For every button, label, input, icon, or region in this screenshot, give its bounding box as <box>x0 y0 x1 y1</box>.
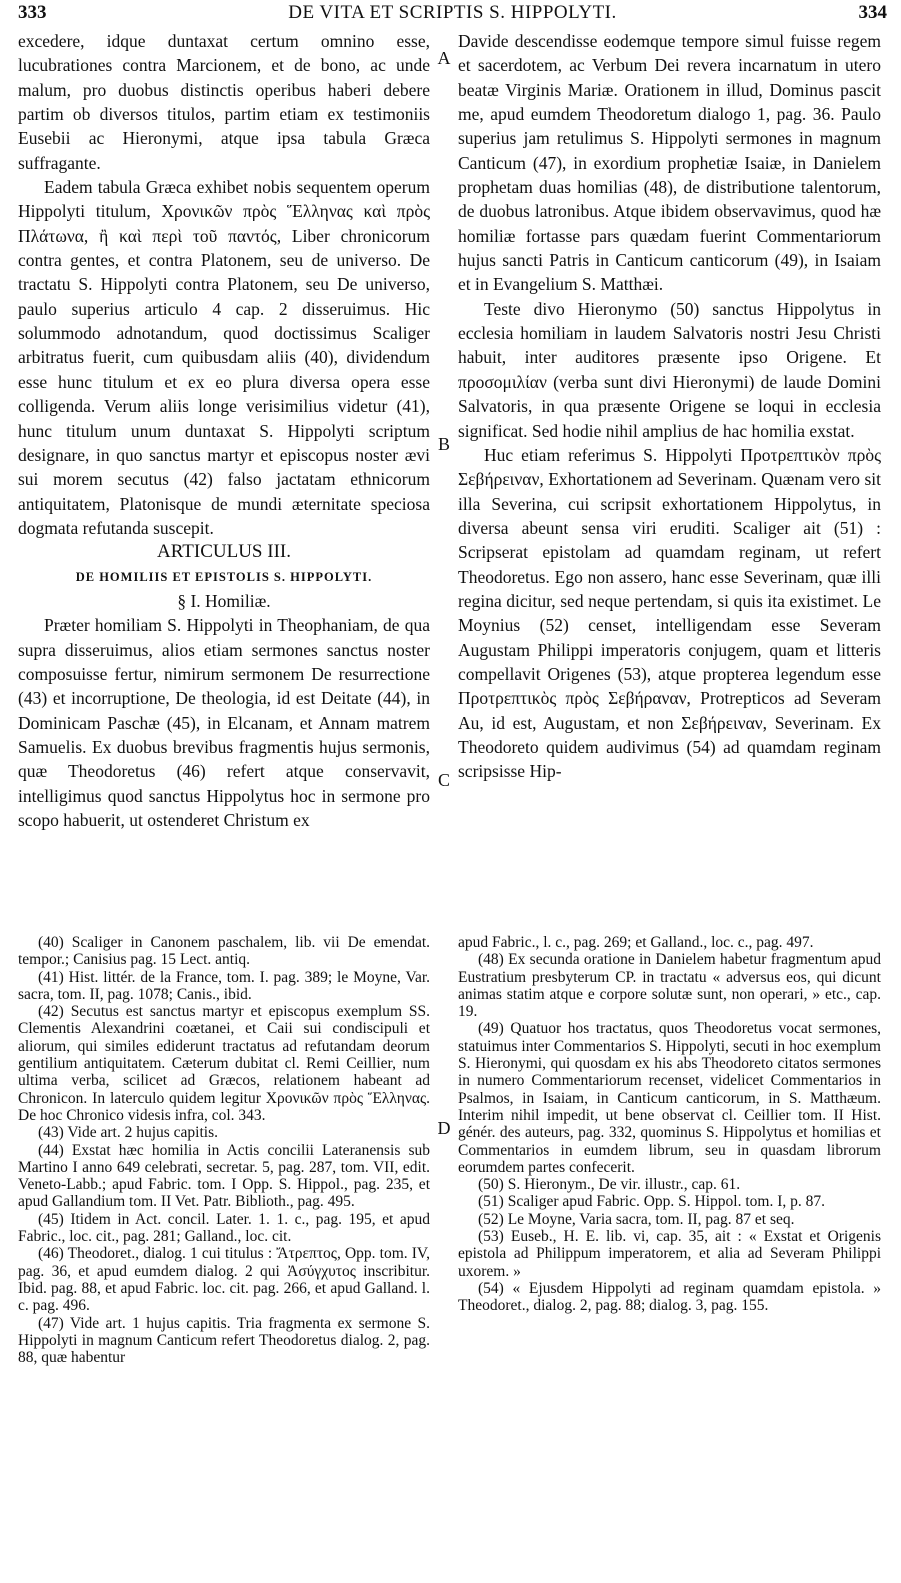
footnote: (49) Quatuor hos tractatus, quos Theodoretus vocat sermones, statuimus inter Commentarios S. Hippolyti, secuti in hoc exemplum S. Hieronymi, qui quosdam ex his abs Theodoreto citatos sermones in numero Commentariorum recenset, videlicet Commentarios in Psalmos, in Isaiam, in Canticum canticorum, in S. Matthæum. Interim nihil impedit, ut bene observat cl. Ceillier tom. II Hist. génér. des auteurs, pag. 332, quominus S. Hippolytus et homilias et Commentarios in eumdem librum, seu in quasdam librorum eorumdem partes confecerit. <box>458 1020 881 1176</box>
margin-marker-a: A <box>437 48 451 68</box>
footnote: (52) Le Moyne, Varia sacra, tom. II, pag. 87 et seq. <box>478 1210 795 1228</box>
section-heading: § I. Homiliæ. <box>177 590 271 611</box>
left-paragraph-3: Præter homiliam S. Hippolyti in Theophaniam, de qua supra disseruimus, alios etiam sermones sanctus noster composuisse fertur, nimirum sermonem De resurrectione (43) et incorruptione, De theologia, id est Deitate (44), in Dominicam Paschæ (45), in Elcanam, et Annam matrem Samuelis. Ex duobus brevibus fragmentis hujus sermonis, quæ Theodoretus (46) refert atque conservavit, intelligimus quod sanctus Hippolytus hoc in sermone pro scopo habuerit, ut ostenderet Christum ex <box>18 615 430 830</box>
footnote: (54) « Ejusdem Hippolyti ad reginam quamdam epistola. » Theodoret., dialog. 2, pag. 88; dialog. 3, pag. 155. <box>458 1279 881 1315</box>
margin-marker-c: C <box>437 770 450 790</box>
right-paragraph-1: Davide descendisse eodemque tempore simul fuisse regem et sacerdotem, ac Verbum Dei revera incarnatum in utero beatæ Virginis Mariæ. Orationem in illud, Dominus pascit me, apud eumdem Theodoretum dialogo 1, pag. 36. Paulo superius jam retulimus S. Hippolyti sermones in magnum Canticum (47), in exordium prophetiæ Isaiæ, in Danielem prophetam duas homilias (48), de distributione talentorum, de duobus latronibus. Atque ibidem observavimus, quod hæ homiliæ fortasse pars quædam fuerint Commentariorum hujus sancti Patris in Canticum canticorum (49), in Isaiam et in Evangelium S. Matthæi. <box>458 31 881 295</box>
right-paragraph-2: Teste divo Hieronymo (50) sanctus Hippolytus in ecclesia homiliam in laudem Salvatoris nostri Jesu Christi habuit, inter auditores præsente ipso Origene. Et προσομιλίαν (verba sunt divi Hieronymi) de laude Domini Salvatoris, in qua præsente Origene se loqui in ecclesia significat. Sed hodie nihil amplius de hac homilia exstat. <box>458 298 881 441</box>
footnotes-right <box>458 934 881 1315</box>
footnote: (45) Itidem in Act. concil. Later. 1. 1. c., pag. 195, et apud Fabric., loc. cit., pag. 281; Galland., loc. cit. <box>18 1210 430 1246</box>
left-paragraph-1: excedere, idque duntaxat certum omnino esse, lucubrationes contra Marcionem, et de bono, ac unde malum, pro duobus distinctis operibus haberi debere partim ob diversos titulos, partim etiam ex testimoniis Eusebii ac Hieronymi, atque ipsa tabula Græca suffragante. <box>18 31 430 173</box>
footnote-continuation: apud Fabric., l. c., pag. 269; et Galland., loc. c., pag. 497. <box>458 934 814 951</box>
page-header <box>18 2 887 28</box>
footnote: (43) Vide art. 2 hujus capitis. <box>38 1124 219 1142</box>
article-subheading: DE HOMILIIS ET EPISTOLIS S. HIPPOLYTI. <box>75 569 373 584</box>
page-number-right: 334 <box>858 2 887 23</box>
footnote: (53) Euseb., H. E. lib. vi, cap. 35, ait : « Exstat et Origenis epistola ad Philippum imperatorem, et alia ad Severam Philippi uxorem. » <box>458 1228 881 1280</box>
footnote: (47) Vide art. 1 hujus capitis. Tria fragmenta ex sermone S. Hippolyti in magnum Canticum refert Theodoretus dialog. 2, pag. 88, quæ habentur <box>18 1314 430 1367</box>
right-paragraph-3: Huc etiam referimus S. Hippolyti Προτρεπτικὸν πρὸς Σεβήρειναν, Exhortationem ad Severinam. Quænam vero sit illa Severina, cui scripsit exhortationem Hippolytus, in diversa abeunt sensa viri eruditi. Scaliger ait (51) : Scripserat epistolam ad quamdam reginam, ut refert Theodoretus. Ego non assero, hanc esse Severinam, quæ illi regina dicitur, sed neque pertendam, si quis ita existimet. Le Moynius (52) censet, intelligendam esse Severam Augustam Philippi imperatoris conjugem, quam et litteris compellavit Origenes (53), atque propterea legendum esse Προτρεπτικὸς πρὸς Σεβήραναν, Protrepticos ad Severam Au, id est, Augustam, et non Σεβήρειναν, Severinam. Ex Theodoreto quidem audivimus (54) ad quamdam reginam scripsisse Hip- <box>458 444 881 782</box>
footnote: (46) Theodoret., dialog. 1 cui titulus : Ἄτρεπτος, Opp. tom. IV, pag. 36, et apud eumdem dialog. 2 qui Ἀσύγχυτος inscribitur. Ibid. pag. 88, et apud Fabric. loc. cit. pag. 266, et apud Galland. l. c. pag. 496. <box>18 1245 430 1315</box>
footnote: (42) Secutus est sanctus martyr et episcopus exemplum SS. Clementis Alexandrini coætanei, et Caii sui condiscipuli et aliorum, qui similes ediderunt tractatus ad refutandam deorum gentilium antiquitatem. Cæterum dubitat cl. Remi Ceillier, num ultima verba, scilicet ad Græcos, relationem habeant ad Chronicon. In laterculo quidem legitur Χρονικῶν πρὸς Ἕλληνας. De hoc Chronico videsis infra, col. 343. <box>18 1003 430 1124</box>
right-column <box>458 29 881 784</box>
footnote: (51) Scaliger apud Fabric. Opp. S. Hippol. tom. I, p. 87. <box>478 1193 825 1211</box>
left-column <box>18 29 430 832</box>
running-title: DE VITA ET SCRIPTIS S. HIPPOLYTI. <box>288 2 617 23</box>
margin-marker-d: D <box>437 1118 451 1138</box>
footnote: (41) Hist. littér. de la France, tom. I. pag. 389; le Moyne, Var. sacra, tom. II, pag. 1078; Canis., ibid. <box>18 968 430 1003</box>
footnote: (48) Ex secunda oratione in Danielem habetur fragmentum apud Eustratium presbyterum CP. in tractatu « adversus eos, qui dicunt animas statim atque e corpore solutæ sunt, non operari, » etc., cap. 19. <box>458 951 881 1021</box>
footnotes-left <box>18 934 430 1366</box>
left-paragraph-2: Eadem tabula Græca exhibet nobis sequentem operum Hippolyti titulum, Χρονικῶν πρὸς Ἕλληνας καὶ πρὸς Πλάτωνα, ἢ καὶ περὶ τοῦ παντός, Liber chronicorum contra gentes, et contra Platonem, seu de universo. De tractatu S. Hippolyti contra Platonem, seu De universo, paulo superius articulo 4 cap. 2 disseruimus. Hic solummodo adnotandum, quod doctissimus Scaliger arbitratus fuerit, cum quibusdam aliis (40), dividendum esse hunc titulum et ex eo plura diversa opera esse colligenda. Verum aliis longe verisimilius videtur (41), hunc titulum unum duntaxat S. Hippolyti scriptum designare, in quo sanctus martyr et episcopus noster ævi sui morem secutus (42) falso jactatam ethnicorum antiquitatem, Platonisque de mundi æternitate speciosa dogmata refutanda suscepit. <box>18 177 430 538</box>
article-heading: ARTICULUS III. <box>157 541 291 563</box>
footnote: (50) S. Hieronym., De vir. illustr., cap. 61. <box>478 1176 741 1194</box>
footnote: (44) Exstat hæc homilia in Actis concilii Lateranensis sub Martino I anno 649 celebrati, secretar. 5, pag. 287, tom. VII, edit. Veneto-Labb.; apud Fabric. tom. I Opp. S. Hippol., pag. 235, et apud Gallandium tom. II Vet. Patr. Biblioth., pag. 495. <box>18 1141 430 1211</box>
margin-marker-b: B <box>437 434 450 454</box>
footnote: (40) Scaliger in Canonem paschalem, lib. vii De emendat. tempor.; Canisius pag. 15 Lect. antiq. <box>18 934 430 969</box>
page-number-left: 333 <box>18 2 47 23</box>
